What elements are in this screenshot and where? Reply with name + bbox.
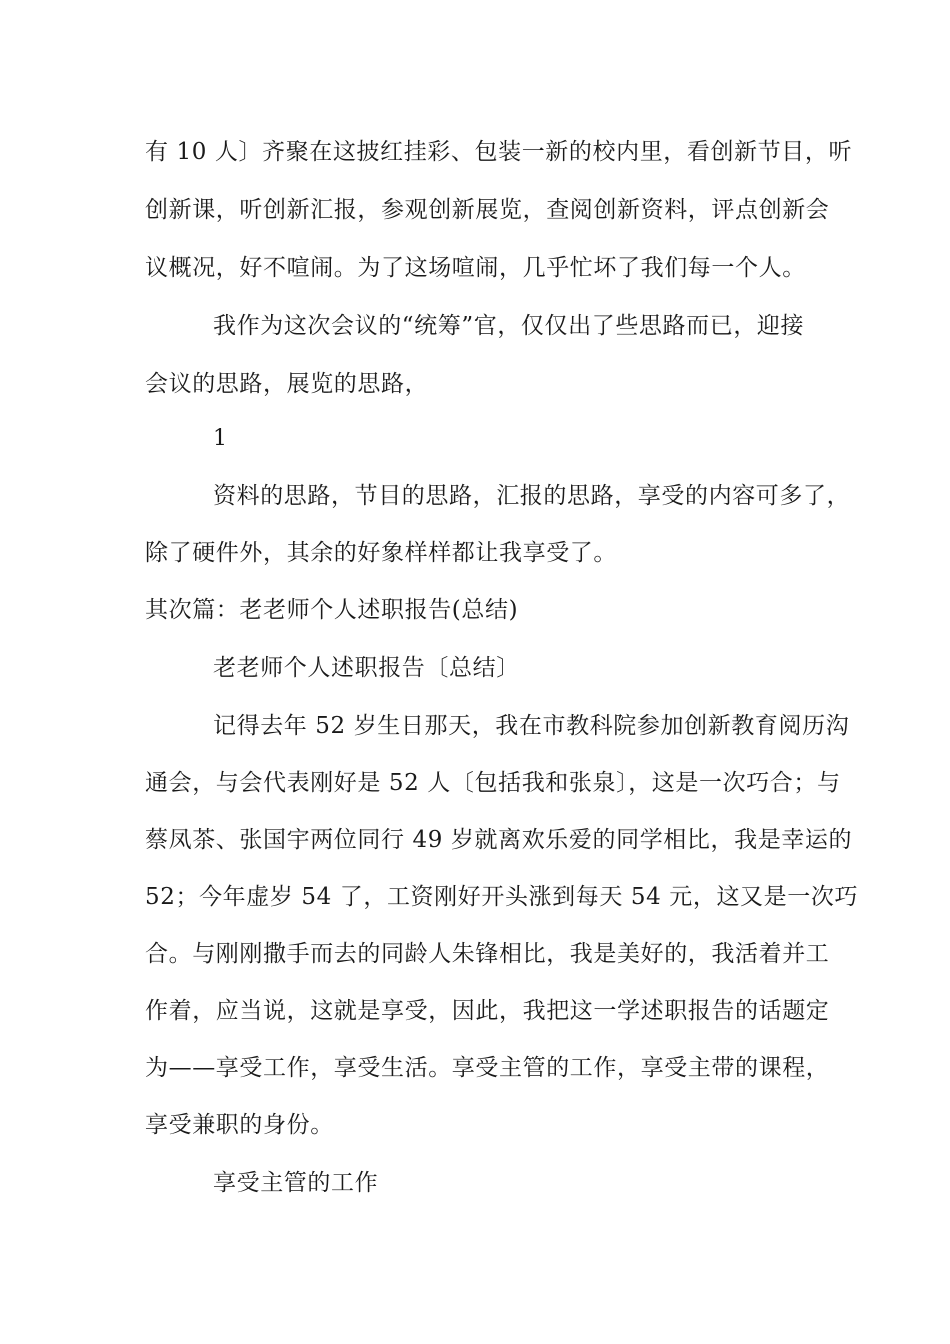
text-line: 议概况，好不喧闹。为了这场喧闹，几乎忙坏了我们每一个人。 [145,255,806,281]
article-title: 老老师个人述职报告〔总结〕 [213,655,520,681]
text-line: 为——享受工作，享受生活。享受主管的工作，享受主带的课程， [145,1055,830,1081]
section-heading: 其次篇：老老师个人述职报告(总结) [145,597,519,623]
text-line: 作着，应当说，这就是享受，因此，我把这一学述职报告的话题定 [145,998,830,1024]
text-line: 享受兼职的身份。 [145,1112,334,1138]
text-line: 合。与刚刚撒手而去的同龄人朱锋相比，我是美好的，我活着并工 [145,941,830,967]
text-line: 52；今年虚岁 54 了，工资刚好开头涨到每天 54 元，这又是一次巧 [145,884,859,910]
paragraph-start: 记得去年 52 岁生日那天，我在市教科院参加创新教育阅历沟 [213,713,850,739]
subsection-heading: 享受主管的工作 [213,1170,379,1196]
text-line: 除了硬件外，其余的好象样样都让我享受了。 [145,540,617,566]
paragraph-start: 资料的思路，节目的思路，汇报的思路，享受的内容可多了， [213,483,851,509]
text-line: 通会，与会代表刚好是 52 人〔包括我和张泉〕，这是一次巧合；与 [145,770,841,796]
paragraph-start: 我作为这次会议的“统筹”官，仅仅出了些思路而已，迎接 [213,313,805,339]
text-line: 会议的思路，展览的思路， [145,371,429,397]
text-line: 蔡凤茶、张国宇两位同行 49 岁就离欢乐爱的同学相比，我是幸运的 [145,827,853,853]
text-line: 有 10 人〕齐聚在这披红挂彩、包装一新的校内里，看创新节目，听 [145,139,853,165]
page-number: 1 [213,426,228,451]
text-line: 创新课，听创新汇报，参观创新展览，查阅创新资料，评点创新会 [145,197,830,223]
